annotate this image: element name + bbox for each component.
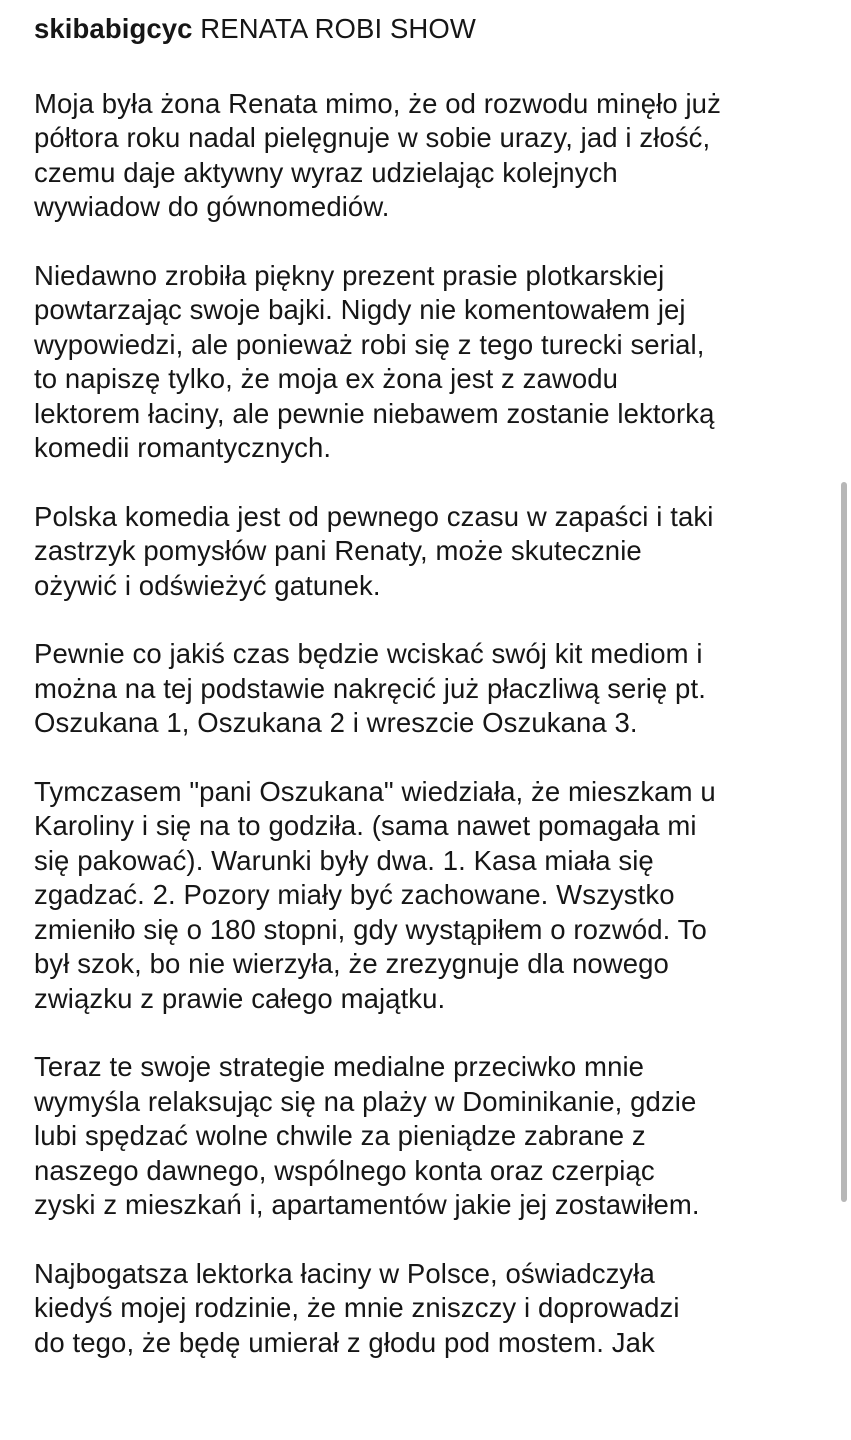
caption-paragraph — [34, 500, 824, 604]
caption-line: naszego dawnego, wspólnego konta oraz czerpiąc — [34, 1154, 655, 1186]
caption-line: Polska komedia jest od pewnego czasu w zapaści i taki — [34, 500, 714, 532]
caption-paragraph — [34, 87, 824, 225]
caption-line: Niedawno zrobiła piękny prezent prasie plotkarskiej — [34, 259, 665, 291]
caption-paragraph — [34, 775, 824, 1017]
caption-line: Tymczasem "pani Oszukana" wiedziała, że mieszkam u — [34, 775, 716, 807]
caption-paragraph — [34, 259, 824, 466]
post-title: RENATA ROBI SHOW — [200, 13, 476, 44]
caption-line: czemu daje aktywny wyraz udzielając kolejnych — [34, 156, 618, 188]
caption-line: wymyśla relaksując się na plaży w Dominikanie, gdzie — [34, 1085, 697, 1117]
caption-line: był szok, bo nie wierzyła, że zrezygnuje dla nowego — [34, 948, 669, 979]
caption-line: Moja była żona Renata mimo, że od rozwodu minęło już — [34, 87, 721, 119]
caption-line: zastrzyk pomysłów pani Renaty, może skutecznie — [34, 535, 642, 566]
caption-line: Teraz te swoje strategie medialne przeciwko mnie — [34, 1051, 645, 1082]
post-caption — [34, 12, 824, 1394]
caption-line: półtora roku nadal pielęgnuje w sobie urazy, jad i złość, — [34, 122, 711, 153]
caption-line: to napiszę tylko, że moja ex żona jest z zawodu — [34, 363, 619, 394]
caption-line: Najbogatsza lektorka łaciny w Polsce, oświadczyła — [34, 1257, 655, 1289]
caption-line: lektorem łaciny, ale pewnie niebawem zostanie lektorką — [34, 397, 715, 429]
caption-line: zyski z mieszkań i, apartamentów jakie jej zostawiłem. — [34, 1189, 700, 1220]
scrollbar-thumb[interactable] — [841, 482, 847, 1202]
caption-line: ożywić i odświeżyć gatunek. — [34, 569, 381, 601]
caption-line: wywiadow do gównomediów. — [34, 191, 390, 222]
caption-line: zgadzać. 2. Pozory miały być zachowane. Wszystko — [34, 879, 675, 910]
username-link[interactable]: skibabigcyc — [34, 13, 193, 44]
caption-line: wypowiedzi, ale ponieważ robi się z tego turecki serial, — [34, 328, 705, 360]
caption-line: kiedyś mojej rodzinie, że mnie zniszczy i doprowadzi — [34, 1292, 680, 1323]
caption-line: do tego, że będę umierał z głodu pod mostem. Jak — [34, 1326, 655, 1358]
caption-line: się pakować). Warunki były dwa. 1. Kasa miała się — [34, 844, 654, 876]
caption-line: Pewnie co jakiś czas będzie wciskać swój kit mediom i — [34, 638, 703, 669]
caption-paragraph — [34, 1050, 824, 1223]
caption-line: związku z prawie całego majątku. — [34, 982, 446, 1014]
caption-paragraph — [34, 637, 824, 741]
caption-line: zmieniło się o 180 stopni, gdy wystąpiłem o rozwód. To — [34, 913, 707, 945]
vertical-scrollbar[interactable] — [837, 0, 851, 1440]
caption-header — [34, 12, 824, 47]
caption-line: Karoliny i się na to godziła. (sama nawet pomagała mi — [34, 810, 697, 841]
caption-line: powtarzając swoje bajki. Nigdy nie komentowałem jej — [34, 294, 686, 325]
caption-line: można na tej podstawie nakręcić już płaczliwą serię pt. — [34, 672, 706, 704]
caption-line: lubi spędzać wolne chwile za pieniądze zabrane z — [34, 1120, 646, 1151]
caption-line: komedii romantycznych. — [34, 432, 332, 463]
caption-line: Oszukana 1, Oszukana 2 i wreszcie Oszukana 3. — [34, 707, 638, 738]
caption-paragraph — [34, 1257, 824, 1361]
